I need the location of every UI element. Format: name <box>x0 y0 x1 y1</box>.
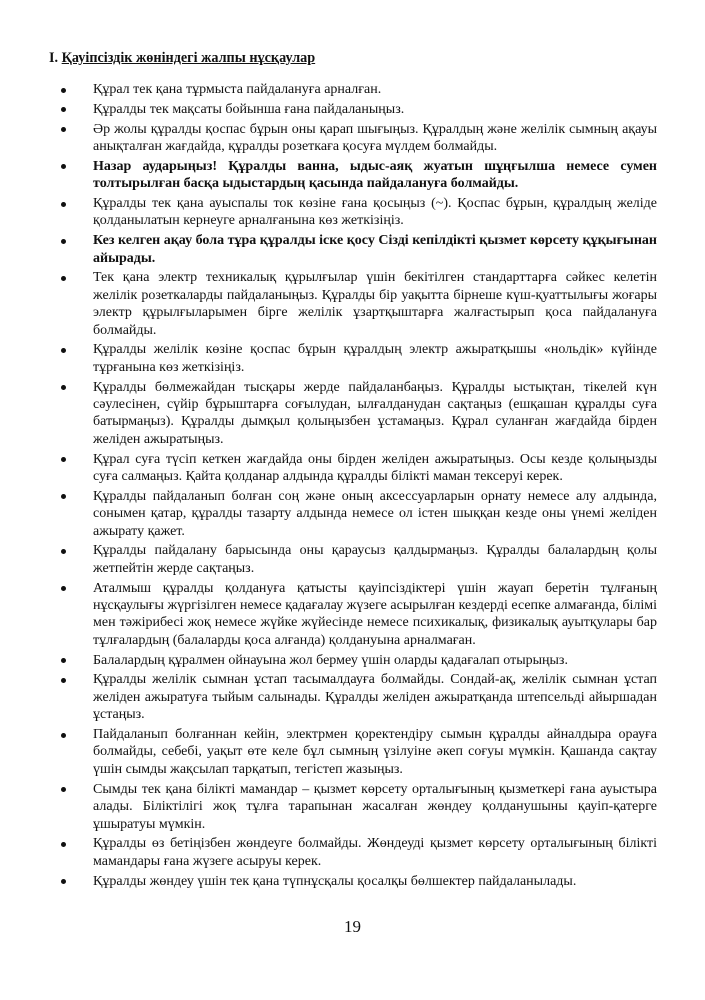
bullet-icon <box>61 385 66 390</box>
list-item <box>61 488 657 540</box>
bullet-icon <box>61 276 66 281</box>
bullet-icon <box>61 733 66 738</box>
section-heading <box>49 50 315 67</box>
list-item-text: Сымды тек қана білікті мамандар – қызмет көрсету орталығының қызметкері ғана ауыстыра алады. Біліктілігі жоқ тұлға тарапынан жасалған жөндеу қолданушыны қауіп-қатерге ұшыратуы мүмкін. <box>93 781 657 832</box>
list-item <box>61 451 657 486</box>
list-item-text: Құралды бөлмежайдан тысқары жерде пайдаланбаңыз. Құралды ыстықтан, тікелей күн сәулесінен, сүйір бұрыштарға соғылудан, ылғалданудан сақтаңыз (ешқашан құралды суға батырмаңыз). Құралды дымқыл қолыңызбен ұстамаңыз. Құрал суланған жағдайда бірден желіден ажыратыңыз. <box>93 379 657 447</box>
list-item-text: Құралды пайдалану барысында оны қараусыз қалдырмаңыз. Құралды балалардың қолы жетпейтін жерде сақтаңыз. <box>93 543 657 576</box>
list-item-text: Құралды тек мақсаты бойынша ғана пайдаланыңыз. <box>93 101 405 117</box>
bullet-icon <box>61 202 66 207</box>
section-title: Қауіпсіздік жөніндегі жалпы нұсқаулар <box>61 50 316 66</box>
list-item <box>61 101 657 118</box>
list-item-text: Құрал тек қана тұрмыста пайдалануға арналған. <box>93 82 382 97</box>
list-item <box>61 652 657 669</box>
list-item <box>61 835 657 870</box>
list-item <box>61 580 657 650</box>
list-item-text: Назар аударыңыз! Құралды ванна, ыдыс-аяқ жуатын шұңғылша немесе сумен толтырылған басқа ыдыстардың қасында пайдалануға болмайды. <box>93 158 657 192</box>
list-item <box>61 269 657 339</box>
bullet-icon <box>61 164 66 169</box>
list-item <box>61 195 657 230</box>
list-item <box>61 781 657 833</box>
list-item-text: Құралды пайдаланып болған соң және оның аксессуарларын орнату немесе алу алдында, сонымен қатар, құралды тазарту алдында немесе ол істен шыққан кезде оны үнемі желіден ажырату қажет. <box>93 488 657 539</box>
list-item-text: Кез келген ақау бола тұра құралды іске қосу Сізді кепілдікті қызмет көрсету құқығынан айырады. <box>93 233 657 266</box>
list-item-text: Құралды тек қана ауыспалы ток көзіне ғана қосыңыз (~). Қоспас бұрын, құралдың желіде қолданылатын кернеуге арналғанына көз жеткізіңіз. <box>93 196 657 229</box>
list-item-text: Құралды өз бетіңізбен жөндеуге болмайды. Жөндеуді қызмет көрсету орталығының білікті мамандары ғана жүзеге асыруы керек. <box>93 836 657 869</box>
bullet-icon <box>61 586 66 591</box>
list-item <box>61 121 657 156</box>
list-item-text: Аталмыш құралды қолдануға қатысты қауіпсіздіктері үшін жауап беретін тұлғаның нұсқаулығы жүргізілген немесе қадағалау жүзеге асырылған кездерді есепке алмағанда, білімі мен тәжірибесі жоқ немесе жүйке жүйесінде немесе психикалық, физикалық ауытқулары бар тұлғалардың (балаларды қоса алғанда) қолдануына арналмаған. <box>93 580 657 648</box>
list-item <box>61 542 657 577</box>
list-item <box>61 873 657 890</box>
list-item-text: Құралды желілік сымнан ұстап тасымалдауға болмайды. Сондай-ақ, желілік сымнан ұстап желіден ажыратуға тыйым салынады. Құралды желіден ажыратқанда штепсельді айыршадан ұстаңыз. <box>93 672 657 723</box>
list-item <box>61 726 657 778</box>
list-item-text: Құрал суға түсіп кеткен жағдайда оны бірден желіден ажыратыңыз. Осы кезде қолыңызды суға салмаңыз. Қайта қолданар алдында құралды білікті маман тексеруі керек. <box>93 451 657 485</box>
bullet-icon <box>61 549 66 554</box>
bullet-icon <box>61 658 66 663</box>
bullet-icon <box>61 494 66 499</box>
list-item <box>61 341 657 376</box>
bullet-icon <box>61 348 66 353</box>
section-number: I. <box>49 50 59 66</box>
list-item-text: Құралды желілік көзіне қоспас бұрын құралдың электр ажыратқышы «нольдік» күйінде тұрғанына көз жеткізіңіз. <box>93 342 657 375</box>
list-item-text: Балалардың құралмен ойнауына жол бермеу үшін оларды қадағалап отырыңыз. <box>93 652 568 668</box>
bullet-icon <box>61 457 66 462</box>
list-item <box>61 379 657 449</box>
bullet-icon <box>61 678 66 683</box>
list-item <box>61 232 657 267</box>
list-item <box>61 158 657 193</box>
bullet-icon <box>61 879 66 884</box>
list-item-text: Құралды жөндеу үшін тек қана түпнұсқалы қосалқы бөлшектер пайдаланылады. <box>93 873 577 889</box>
list-item-text: Пайдаланып болғаннан кейін, электрмен қоректендіру сымын құралды айналдыра орауға болмайды, себебі, уақыт өте келе бұл сымның үзілуіне әкеп соғуы мүмкін. Қашанда сақтау үшін сымды жақсылап тарқатып, тегістеп жазыңыз. <box>93 727 657 777</box>
list-item-text: Тек қана электр техникалық құрылғылар үшін бекітілген стандарттарға сәйкес келетін желілік розеткаларды пайдаланыңыз. Құралды бір уақытта бірнеше күш-қуаттылығы жоғары электр құрылғыларымен бірге желілік ұзартқыштарға жалғастырып қоса пайдалануға болмайды. <box>93 270 657 338</box>
list-item <box>61 671 657 723</box>
bullet-icon <box>61 107 66 112</box>
bullet-icon <box>61 842 66 847</box>
bullet-icon <box>61 787 66 792</box>
bullet-icon <box>61 239 66 244</box>
bullet-icon <box>61 88 66 93</box>
list-item-text: Әр жолы құралды қоспас бұрын оны қарап шығыңыз. Құралдың және желілік сымның ақауы анықталған жағдайда, құралды розеткаға қосуға мүлдем болмайды. <box>93 121 657 154</box>
safety-instructions-list <box>61 81 657 892</box>
list-item <box>61 81 657 98</box>
page-number: 19 <box>344 917 361 936</box>
bullet-icon <box>61 127 66 132</box>
